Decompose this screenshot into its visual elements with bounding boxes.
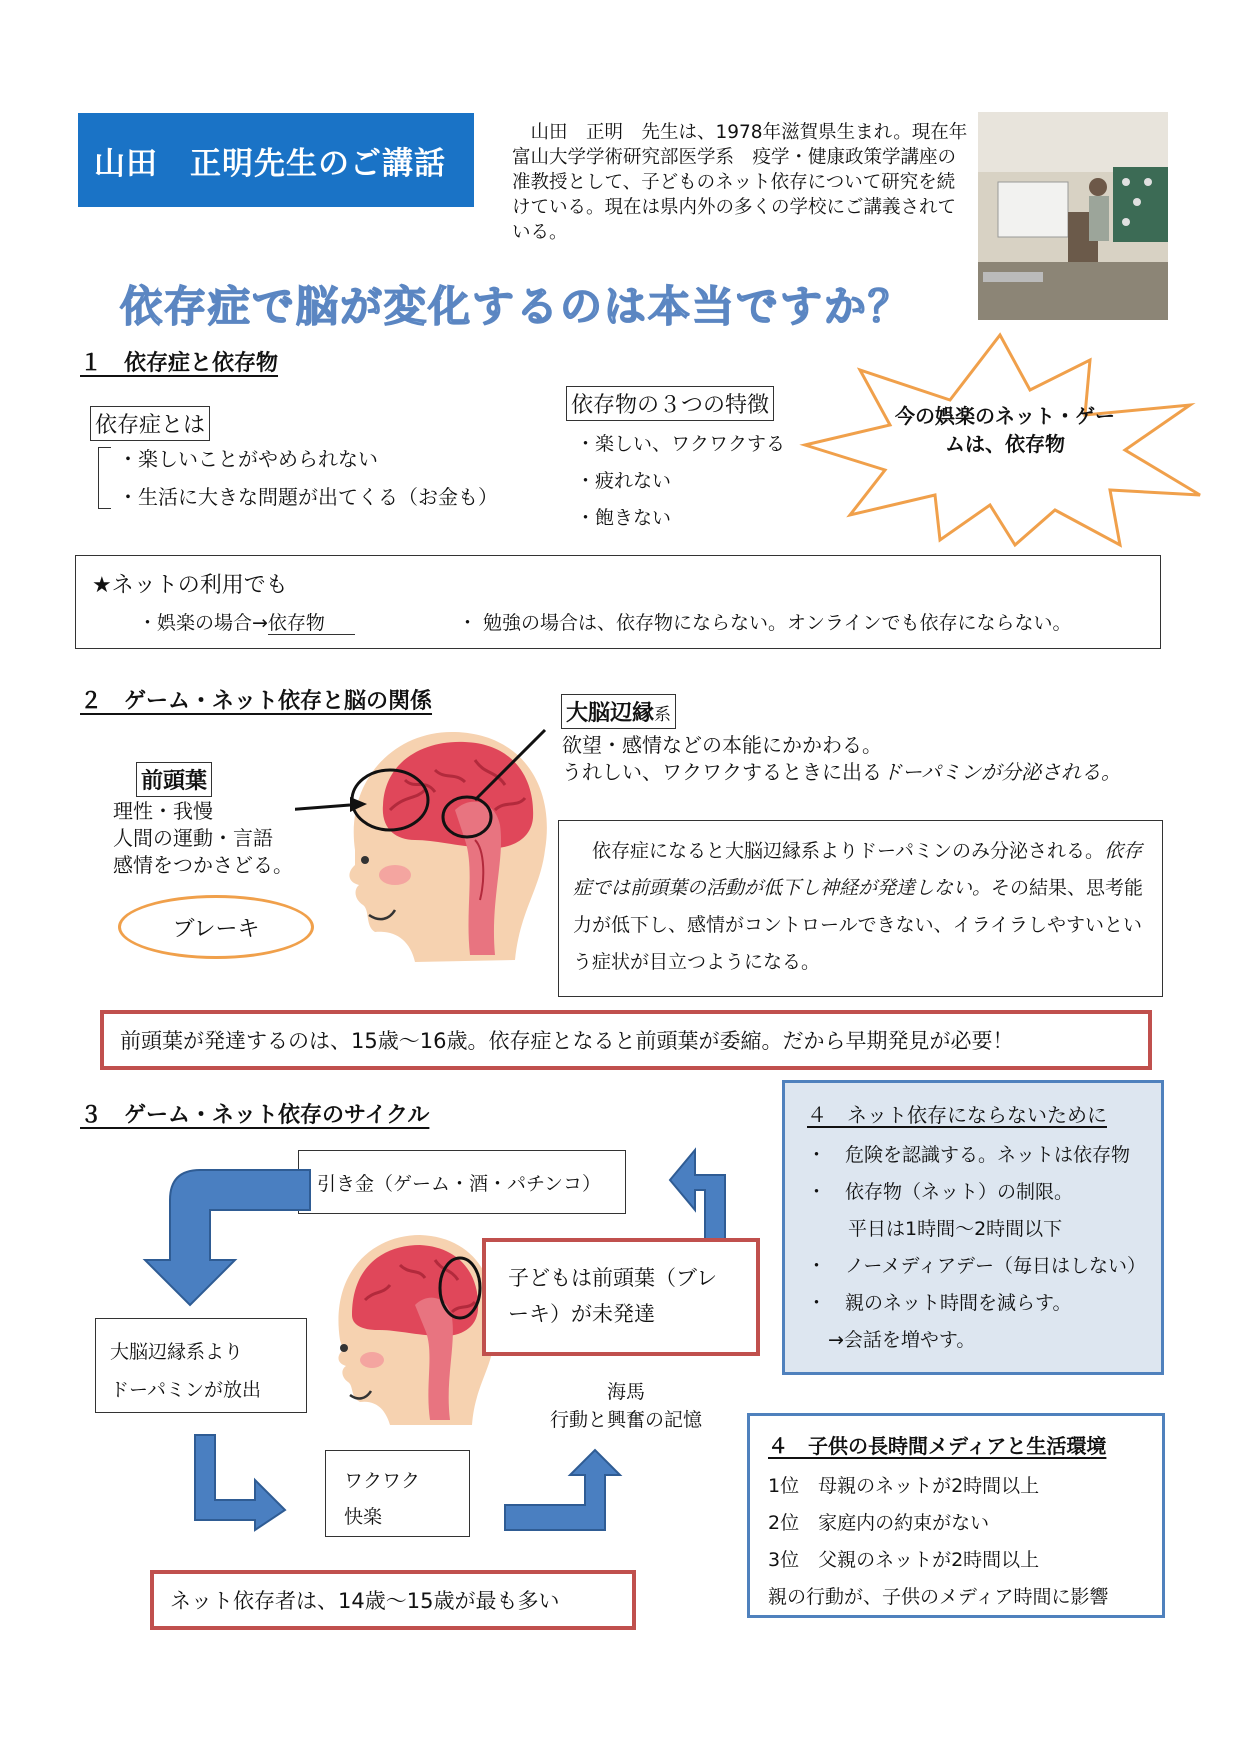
net-line1-prefix: ・娯楽の場合→: [138, 612, 268, 634]
frontal-item: 人間の運動・言語: [113, 826, 273, 850]
section2-heading: ２ ゲーム・ネット依存と脳の関係: [80, 689, 433, 714]
limbic-description: [562, 732, 1142, 786]
ranking-item: 1位 母親のネットが2時間以上: [768, 1475, 1040, 1497]
def-title-label: 依存症とは: [90, 406, 210, 441]
features-title-label: 依存物の３つの特徴: [566, 386, 774, 421]
section1-heading: １ 依存症と依存物: [80, 351, 279, 376]
net-usage-box: [75, 555, 1161, 649]
frontal-title-label: 前頭葉: [136, 762, 212, 797]
speaker-intro: 山田 正明 先生は、1978年滋賀県生まれ。現在年富山大学学術研究部医学系 疫学・健康政策学講座の准教授として、子どものネット依存について研究を続けている。現在は県内外の多くの学校にご講義されている。: [512, 122, 968, 243]
media-environment-list: [768, 1468, 1108, 1616]
child-frontal-note: 子どもは前頭葉（ブレーキ）が未発達: [482, 1238, 760, 1356]
definition-item: ・生活に大きな問題が出てくる（お金も）: [118, 485, 498, 509]
ranking-item: 3位 父親のネットが2時間以上: [768, 1549, 1040, 1571]
hippocampus-label: [546, 1378, 706, 1434]
ranking-item: 親の行動が、子供のメディア時間に影響: [768, 1586, 1109, 1608]
frontal-development-notice: 前頭葉が発達するのは、15歳～16歳。依存症となると前頭葉が委縮。だから早期発見が必要！: [100, 1010, 1152, 1070]
excitement-line1: ワクワク: [344, 1470, 421, 1492]
dopamine-explanation-box: [558, 820, 1163, 997]
feature-item: ・飽きない: [576, 507, 672, 529]
net-usage-title: ★ネットの利用でも: [92, 573, 288, 598]
excitement-box: [325, 1450, 470, 1537]
brain-head-illustration: [295, 700, 585, 970]
frontal-item: 理性・我慢: [113, 799, 213, 823]
hippocampus-title: 海馬: [606, 1381, 645, 1403]
arrow-down-right-icon: [190, 1430, 290, 1535]
feature-item: ・楽しい、ワクワクする: [576, 433, 786, 455]
frontal-title: [136, 762, 212, 797]
dependence-definition-title: [90, 406, 210, 441]
age-notice: ネット依存者は、14歳～15歳が最も多い: [150, 1570, 636, 1630]
page-title: 山田 正明先生のご講話: [78, 113, 474, 207]
limbic-desc-line2: [562, 759, 1142, 786]
prevention-list: [807, 1137, 1146, 1359]
media-environment-heading: ４ 子供の長時間メディアと生活環境: [768, 1434, 1107, 1458]
explain-part-b: 依存症では前頭葉の活動が低下し神経が発達しない。: [573, 840, 1143, 899]
limbic-desc-line2a: うれしい、ワクワクするときに出る: [562, 760, 882, 784]
prevention-item: ・ 親のネット時間を減らす。: [807, 1292, 1072, 1314]
net-usage-line1: [138, 608, 355, 635]
limbic-box-line2: ドーパミンが放出: [110, 1379, 262, 1401]
hippocampus-desc: 行動と興奮の記憶: [549, 1409, 702, 1431]
definition-item: ・楽しいことがやめられない: [118, 447, 378, 471]
features-title: [566, 386, 774, 421]
explain-part-a: 依存症になると大脳辺縁系よりドーパミンのみ分泌される。: [573, 840, 1105, 862]
net-line1-underlined: 依存物: [268, 612, 355, 635]
ranking-item: 2位 家庭内の約束がない: [768, 1512, 990, 1534]
bracket: [98, 447, 111, 509]
limbic-dopamine-box: [95, 1318, 307, 1413]
prevention-item: ・ ノーメディアデー（毎日はしない）: [807, 1255, 1146, 1277]
starburst-text: 今の娯楽のネット・ゲームは、依存物: [895, 404, 1115, 456]
section3-heading: ３ ゲーム・ネット依存のサイクル: [80, 1103, 430, 1128]
feature-item: ・疲れない: [576, 470, 672, 492]
curved-arrow-left-down-icon: [140, 1160, 320, 1310]
limbic-title-suffix: 系: [654, 705, 672, 725]
brake-oval: ブレーキ: [118, 895, 314, 959]
frontal-item: 感情をつかさどる。: [113, 853, 293, 877]
excitement-line2: 快楽: [344, 1506, 383, 1528]
brain-cycle-illustration: [310, 1220, 510, 1430]
explain-part-c: その結果、思考能力が低下し、感情がコントロールできない、イライラしやすいという症状が目立つようになる。: [573, 877, 1144, 973]
limbic-box-line1: 大脳辺縁系より: [110, 1341, 244, 1363]
limbic-title-main: 大脳辺縁: [566, 701, 655, 726]
limbic-desc-line1: 欲望・感情などの本能にかかわる。: [562, 733, 882, 757]
prevention-item: ・ 危険を認識する。ネットは依存物: [807, 1144, 1131, 1166]
arrow-right-up-icon: [500, 1445, 630, 1535]
prevention-item: 平日は1時間～2時間以下: [829, 1218, 1063, 1240]
features-list: [576, 426, 785, 537]
limbic-desc-line2b: ドーパミンが分泌される。: [882, 760, 1121, 784]
prevention-item: ・ 依存物（ネット）の制限。: [807, 1181, 1074, 1203]
definition-list: [118, 440, 498, 516]
prevention-item: →会話を増やす。: [809, 1329, 976, 1351]
media-environment-box: [747, 1413, 1165, 1618]
trigger-box: 引き金（ゲーム・酒・パチンコ）: [298, 1150, 626, 1214]
prevention-box: [782, 1080, 1164, 1375]
frontal-list: [113, 798, 293, 879]
prevention-heading: ４ ネット依存にならないために: [807, 1103, 1107, 1127]
lecture-photo: [978, 112, 1168, 320]
net-usage-line2: ・ 勉強の場合は、依存物にならない。オンラインでも依存にならない。: [458, 612, 1072, 634]
main-headline: 依存症で脳が変化するのは本当ですか？: [120, 282, 913, 331]
